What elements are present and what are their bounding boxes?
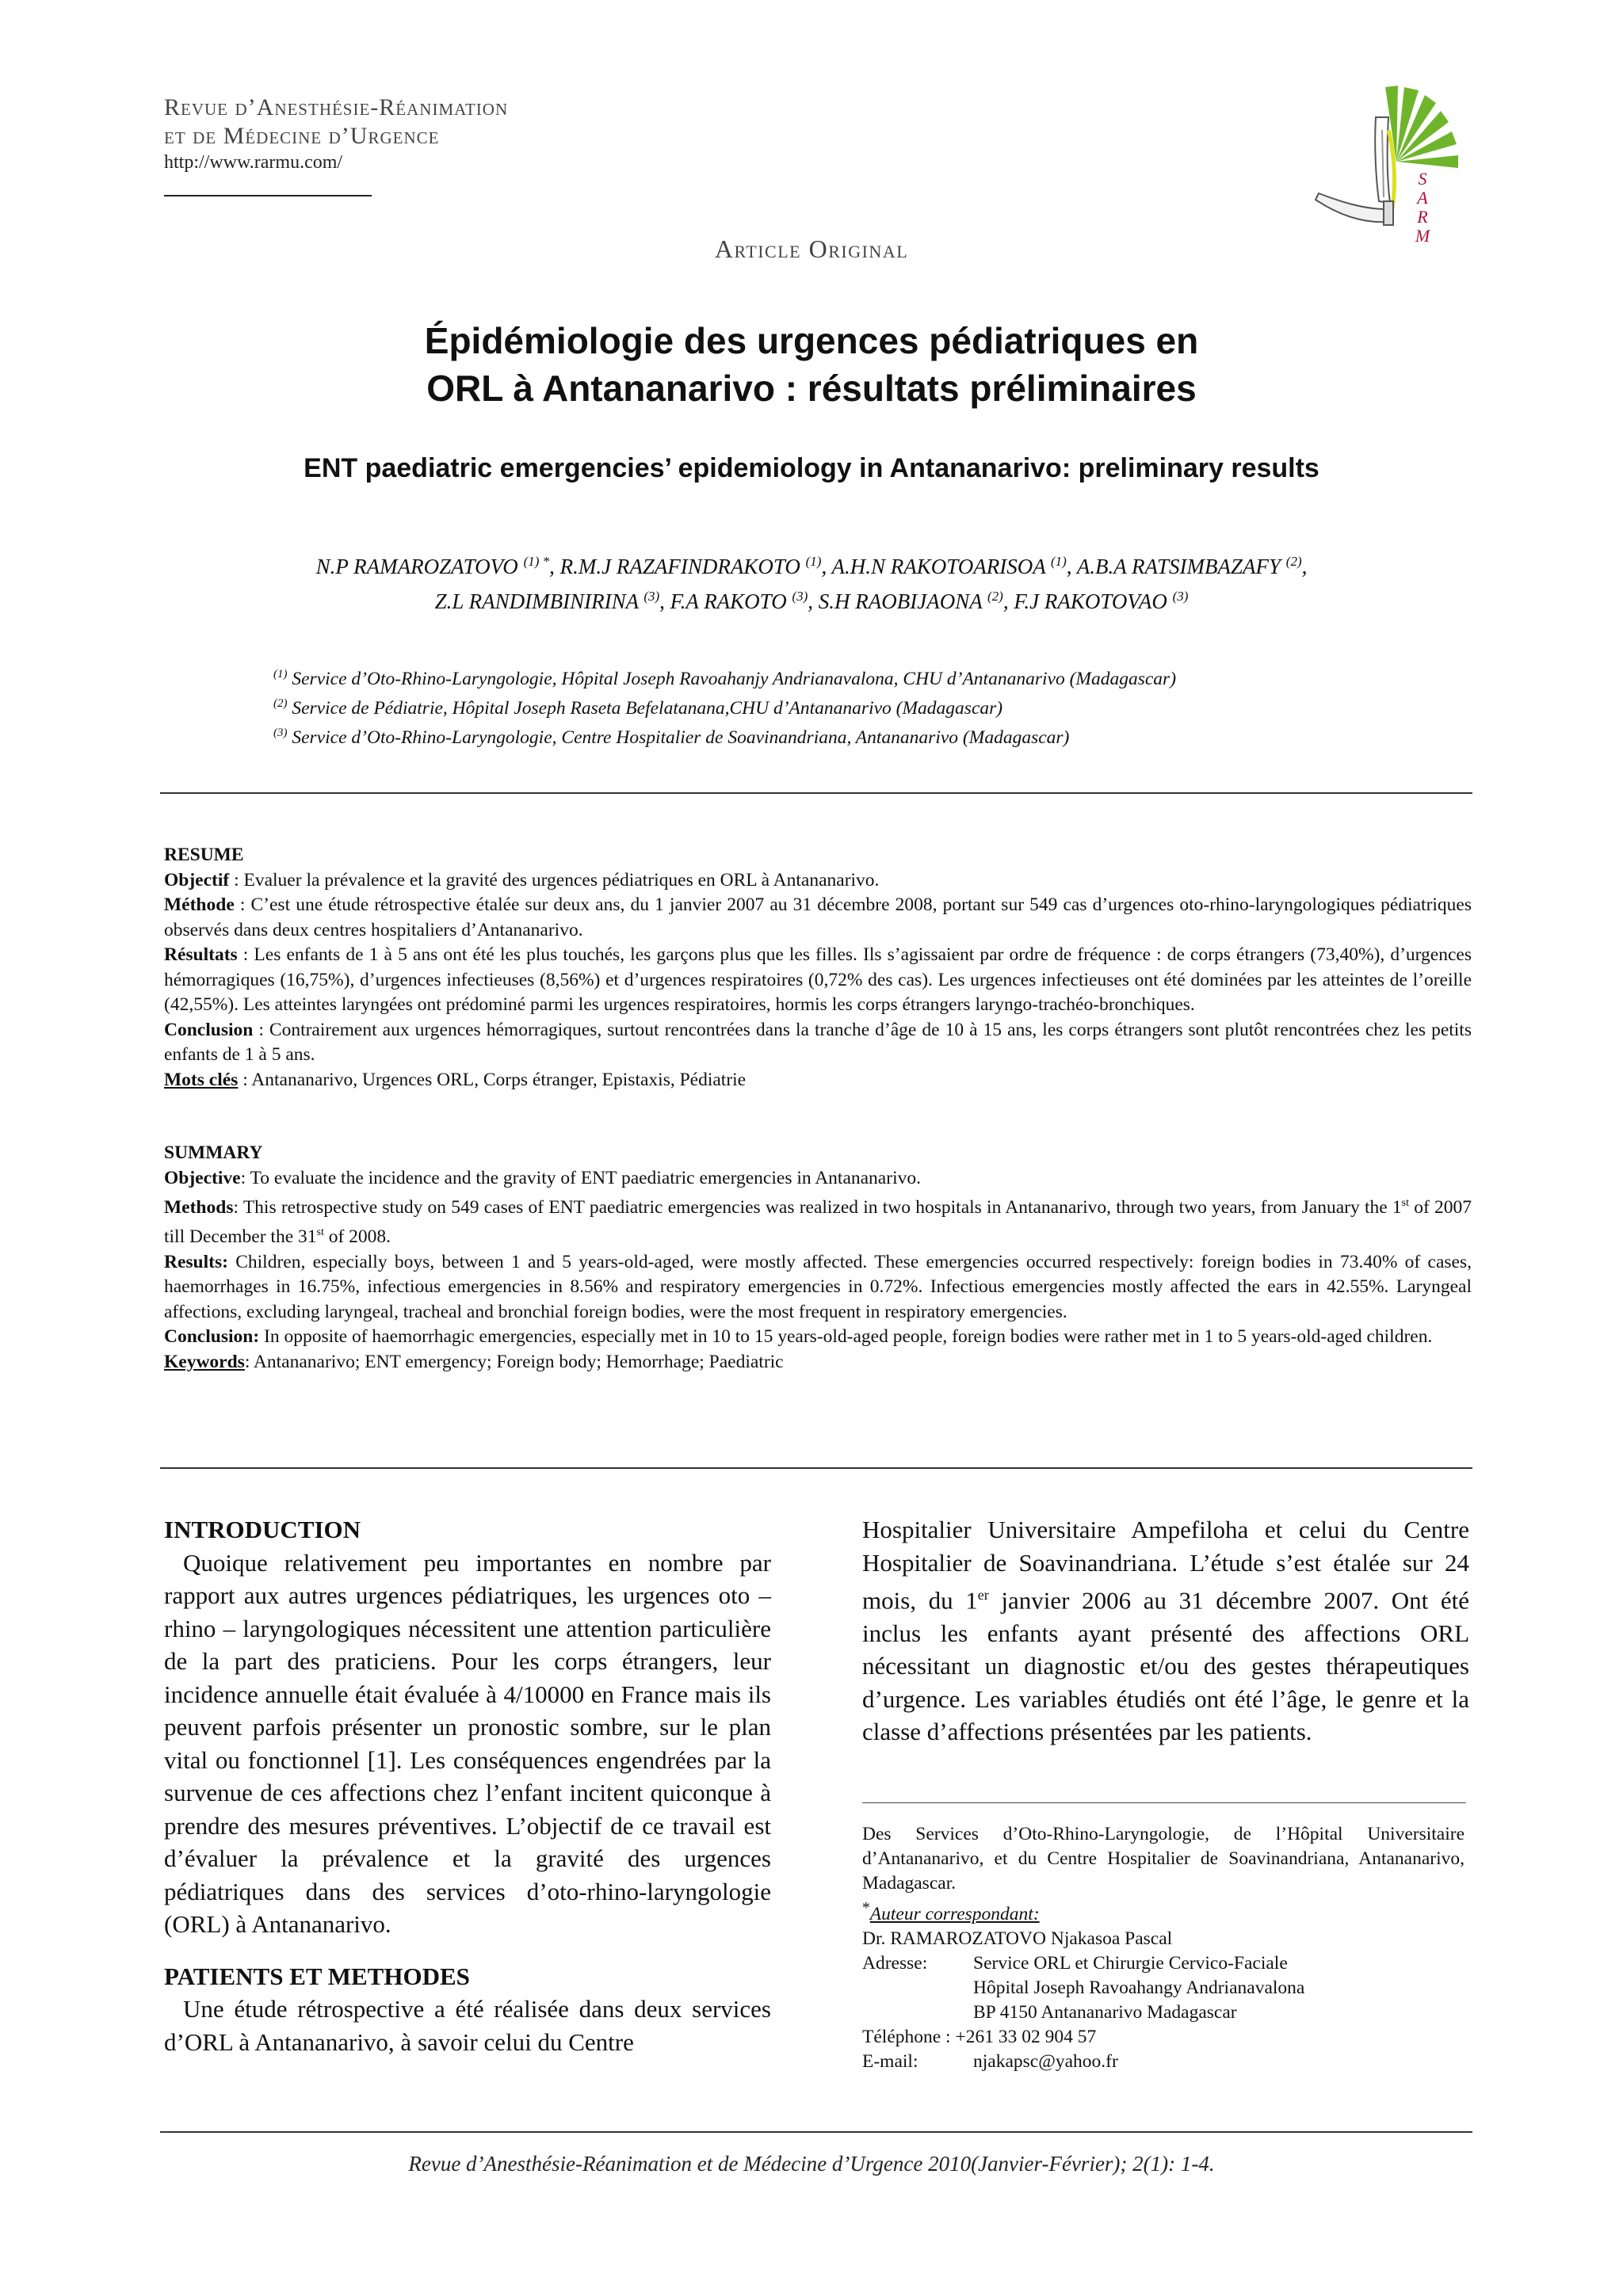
affiliations [273, 662, 1462, 749]
author-sup: (3) [1172, 589, 1189, 604]
footnote-rule [862, 1802, 1466, 1803]
footnote-phone: +261 33 02 904 57 [955, 2026, 1097, 2047]
journal-name-line2: et de Médecine d’Urgence [164, 123, 440, 149]
authors-line1: N.P RAMAROZATOVO $^{(1) *}$, R.M.J RAZAFINDRAKOTO $^{(1)}$, A.H.N RAKOTOARISOA $^{(1)}$, A.B.A RATSIMBAZAFY $^{(2)}$, [315, 554, 1308, 578]
author-name: F.A RAKOTO [670, 589, 787, 613]
methods-heading: PATIENTS ET METHODES [164, 1962, 470, 1990]
footnote-doctor: Dr. RAMAROZATOVO Njakasoa Pascal [862, 1928, 1173, 1949]
summary-conclusion-text: In opposite of haemorrhagic emergencies, especially met in 10 to 15 years-old-aged people, foreign bodies were rather met in 1 to 5 years-old-aged children. [259, 1326, 1433, 1348]
resume-block [164, 843, 1472, 1093]
body-column-left [164, 1513, 771, 2058]
footnote-email-label: E-mail: [862, 2050, 918, 2072]
affiliation-sup: (2) [273, 696, 288, 710]
logo-letter-s: S [1418, 169, 1427, 189]
footnote-corresp-label: Auteur correspondant: [869, 1903, 1040, 1924]
affiliation-item [273, 721, 1462, 750]
footnote-email-row [862, 2050, 1465, 2074]
resume-motscles-label: Mots clés [164, 1069, 239, 1090]
journal-name [164, 93, 877, 151]
footnote-corresp [862, 1896, 1465, 1927]
resume-heading: RESUME [164, 845, 244, 865]
resume-conclusion-text: : Contrairement aux urgences hémorragiques, surtout rencontrées dans la tranche d’âge de 10 à 15 ans, les corps étrangers sont plutôt rencontrées chez les petits enfants de 1 à 5 ans. [164, 1019, 1472, 1065]
affiliation-text: Service d’Oto-Rhino-Laryngologie, Centre Hospitalier de Soavinandriana, Antananarivo (Madagascar) [292, 727, 1070, 748]
title-english: ENT paediatric emergencies’ epidemiology in Antananarivo: preliminary results [304, 453, 1319, 483]
summary-methods [164, 1191, 1472, 1250]
resume-objectif-label: Objectif [164, 869, 230, 891]
footnote-origin: Des Services d’Oto-Rhino-Laryngologie, de l’Hôpital Universitaire d’Antananarivo, et du Centre Hospitalier de Soavinandriana, Antananarivo, Madagascar. [862, 1824, 1465, 1894]
author-sup: (1) [1050, 554, 1067, 569]
summary-keywords-label: Keywords [164, 1351, 245, 1372]
resume-resultats [164, 943, 1472, 1018]
summary-conclusion-label: Conclusion: [164, 1326, 260, 1348]
affiliation-item [273, 662, 1462, 692]
resume-conclusion [164, 1018, 1472, 1068]
author-sup: (1) [805, 554, 822, 569]
summary-block [164, 1141, 1472, 1375]
title-french-line2: ORL à Antananarivo : résultats préliminaires [426, 368, 1197, 409]
author-sup: (2) [987, 589, 1003, 604]
laryngoscope-fan-logo-icon [1308, 82, 1466, 257]
resume-resultats-label: Résultats [164, 944, 238, 965]
footnote-phone-label: Téléphone : [862, 2026, 951, 2047]
author-name: S.H RAOBIJAONA [818, 589, 983, 613]
summary-keywords-text: : Antananarivo; ENT emergency; Foreign body; Hemorrhage; Paediatric [244, 1351, 784, 1372]
article-type: Article Original [714, 235, 909, 263]
summary-methods-label: Methods [164, 1196, 234, 1218]
summary-methods-text: of 2007 till December the 31 [164, 1196, 1472, 1248]
resume-methode-label: Méthode [164, 894, 235, 915]
summary-keywords [164, 1350, 1472, 1375]
affiliation-sup: (3) [273, 726, 288, 739]
summary-results-label: Results: [164, 1251, 228, 1272]
author-sup: (2) [1285, 554, 1302, 569]
title-french [0, 317, 1623, 412]
summary-methods-sup: st [1401, 1197, 1409, 1209]
summary-methods-text: of 2008. [323, 1226, 391, 1248]
citation-rule [160, 2131, 1472, 2133]
methods-continued-sup: er [977, 1587, 989, 1603]
summary-conclusion [164, 1325, 1472, 1350]
footnote-address-label: Adresse: [862, 1952, 928, 1974]
resume-objectif-text: : Evaluer la prévalence et la gravité des urgences pédiatriques en ORL à Antananarivo. [229, 869, 880, 891]
resume-resultats-text: : Les enfants de 1 à 5 ans ont été les plus touchés, les garçons plus que les filles. Ils s’agissaient par ordre de fréquence : de corps étrangers (73,40%), d’urgences hémorragiques (16,75%), d’urgences infectieuses (8,56%) et d’urgences respiratoires (0,72% des cas). Les urgences infectieuses ont été dominées par les atteintes de l’oreille (42,55%). Les atteintes laryngées ont prédominé parmi les urgences respiratoires, hormis les corps étrangers laryngo-trachéo-bronchiques. [164, 944, 1472, 1015]
logo-letter-r: R [1417, 207, 1428, 227]
methods-continued-text [862, 1513, 1469, 1749]
footnote [862, 1822, 1465, 2074]
resume-methode-text: : C’est une étude rétrospective étalée sur deux ans, du 1 janvier 2007 au 31 décembre 2008, portant sur 549 cas d’urgences oto-rhino-laryngologiques pédiatriques observés dans deux centres hospitaliers d’Antananarivo. [164, 894, 1472, 940]
author-name: R.M.J RAZAFINDRAKOTO [559, 555, 800, 578]
affiliation-item [273, 692, 1462, 721]
summary-methods-sup: st [316, 1226, 324, 1239]
logo-letter-a: A [1417, 188, 1428, 208]
footnote-address-line: BP 4150 Antananarivo Madagascar [973, 2001, 1237, 2023]
header-rule [164, 195, 372, 196]
footnote-address-line: Service ORL et Chirurgie Cervico-Faciale [973, 1952, 1288, 1974]
author-name: A.B.A RATSIMBAZAFY [1076, 555, 1281, 578]
affiliation-text: Service d’Oto-Rhino-Laryngologie, Hôpital Joseph Ravoahanjy Andrianavalona, CHU d’Antananarivo (Madagascar) [292, 668, 1177, 689]
resume-motscles-text: : Antananarivo, Urgences ORL, Corps étranger, Epistaxis, Pédiatrie [238, 1069, 747, 1090]
summary-objective-label: Objective [164, 1167, 241, 1188]
summary-objective [164, 1166, 1472, 1192]
summary-objective-text: : To evaluate the incidence and the gravity of ENT paediatric emergencies in Antananarivo. [240, 1167, 921, 1188]
authors-line2: Z.L RANDIMBINIRINA $^{(3)}$, F.A RAKOTO $^{(3)}$, S.H RAOBIJAONA $^{(2)}$, F.J RAKOTOVAO $^{(3)}$ [434, 589, 1189, 613]
body-column-right [862, 1513, 1469, 1749]
footnote-phone-row [862, 2025, 1465, 2050]
methods-continued-a: Hospitalier Universitaire Ampefiloha et celui du Centre Hospitalier de Soavinandriana. L’étude s’est étalée sur 24 mois, du 1 [862, 1516, 1469, 1615]
resume-conclusion-label: Conclusion [164, 1019, 254, 1040]
author-name: F.J RAKOTOVAO [1014, 589, 1167, 613]
resume-objectif [164, 868, 1472, 894]
divider-top [160, 792, 1472, 794]
journal-url[interactable]: http://www.rarmu.com/ [164, 152, 343, 173]
journal-name-line1: Revue d’Anesthésie-Réanimation [164, 94, 509, 120]
author-name: A.H.N RAKOTOARISOA [831, 555, 1046, 578]
author-sup: (3) [792, 589, 808, 604]
summary-heading: SUMMARY [164, 1142, 263, 1163]
author-name: Z.L RANDIMBINIRINA [434, 589, 639, 613]
summary-results [164, 1250, 1472, 1325]
introduction-heading: INTRODUCTION [164, 1516, 361, 1543]
summary-results-text: Children, especially boys, between 1 and 5 years-old-aged, were mostly affected. These emergencies occurred respectively: foreign bodies in 73.40% of cases, haemorrhages in 16.75%, infectious emergencies in 8.56% and respiratory emergencies in 0.72%. Infectious emergencies mostly affected the ears in 42.55%. Laryngeal affections, excluding laryngeal, tracheal and bronchial foreign bodies, were the most frequent in respiratory emergencies. [164, 1251, 1472, 1322]
resume-methode [164, 893, 1472, 943]
resume-motscles [164, 1068, 1472, 1093]
footnote-email[interactable]: njakapsc@yahoo.fr [973, 2050, 1118, 2072]
footnote-star: * [862, 1900, 870, 1917]
author-sup: (3) [643, 589, 660, 604]
affiliation-sup: (1) [273, 668, 288, 681]
footnote-address-line: Hôpital Joseph Ravoahangy Andrianavalona [973, 1977, 1305, 1998]
footnote-address [973, 1951, 1304, 2025]
title-french-line1: Épidémiologie des urgences pédiatriques en [424, 320, 1199, 361]
author-sup: (1) * [523, 554, 550, 569]
divider-bottom [160, 1467, 1472, 1469]
summary-methods-text: : This retrospective study on 549 cases of ENT paediatric emergencies was realized in two hospitals in Antananarivo, through two years, from January the 1 [233, 1196, 1402, 1218]
journal-citation: Revue d’Anesthésie-Réanimation et de Médecine d’Urgence 2010(Janvier-Février); 2(1): 1-4. [408, 2152, 1215, 2176]
author-name: N.P RAMAROZATOVO [315, 555, 518, 578]
introduction-text: Quoique relativement peu importantes en nombre par rapport aux autres urgences pédiatriques, les urgences oto – rhino – laryngologiques nécessitent une attention particulière de la part des praticiens. Pour les corps étrangers, leur incidence annuelle était évaluée à 4/10000 en France mais ils peuvent parfois présenter un pronostic sombre, sur le plan vital ou fonctionnel [1]. Les conséquences engendrées par la survenue de ces affections chez l’enfant incitent quiconque à prendre des mesures préventives. L’objectif de ce travail est d’évaluer la prévalence et la gravité des urgences pédiatriques dans des services d’oto-rhino-laryngologie (ORL) à Antananarivo. [164, 1548, 771, 1938]
methods-continued-b: janvier 2006 au 31 décembre 2007. Ont été inclus les enfants ayant présenté des affections ORL nécessitant un diagnostic et/ou des gestes thérapeutiques d’urgence. Les variables étudiés ont été l’âge, le genre et la classe d’affections présentées par les patients. [862, 1586, 1469, 1746]
methods-text: Une étude rétrospective a été réalisée dans deux services d’ORL à Antananarivo, à savoir celui du Centre [164, 1995, 771, 2056]
authors [0, 547, 1623, 616]
affiliation-text: Service de Pédiatrie, Hôpital Joseph Raseta Befelatanana,CHU d’Antananarivo (Madagascar) [292, 697, 1003, 719]
footnote-address-row [862, 1951, 1465, 2025]
sarm-logo [1308, 82, 1466, 257]
logo-letter-m: M [1415, 226, 1430, 246]
